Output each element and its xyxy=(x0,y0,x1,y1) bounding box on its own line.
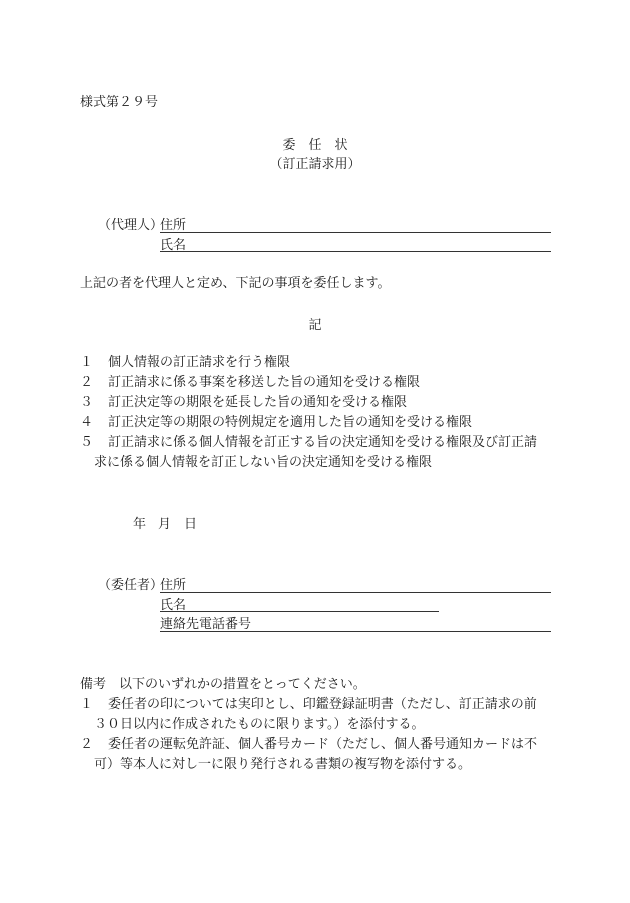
remarks-heading: 備考 以下のいずれかの措置をとってください。 xyxy=(80,677,366,692)
item-text-continued: 可）等本人に対し一に限り発行される書類の複写物を添付する。 xyxy=(94,757,472,773)
agent-name-field[interactable] xyxy=(160,251,551,252)
principal-address-label: 住所 xyxy=(160,578,187,593)
item-text-continued: ３０日以内に作成されたものに限ります。）を添付する。 xyxy=(94,717,425,733)
list-item xyxy=(80,353,552,373)
principal-phone-field[interactable] xyxy=(160,631,551,632)
ki-heading: 記 xyxy=(308,318,322,333)
agent-address-field[interactable] xyxy=(160,232,551,233)
list-item xyxy=(80,393,552,413)
principal-phone-label: 連絡先電話番号 xyxy=(160,617,252,632)
item-number: ５ xyxy=(80,435,94,451)
list-item-continuation xyxy=(80,453,552,473)
item-text: 委任者の運転免許証、個人番号カード（ただし、個人番号通知カードは不 xyxy=(108,737,538,753)
list-item xyxy=(80,373,552,393)
date-day: 日 xyxy=(184,517,198,532)
delegation-list xyxy=(80,353,552,473)
item-number: ３ xyxy=(80,395,94,411)
item-text: 委任者の印については実印とし、印鑑登録証明書（ただし、訂正請求の前 xyxy=(108,697,537,713)
list-item xyxy=(80,695,552,715)
item-text: 訂正請求に係る個人情報を訂正する旨の決定通知を受ける権限及び訂正請 xyxy=(108,435,538,451)
item-number: １ xyxy=(80,355,94,371)
agent-label: （代理人） xyxy=(98,218,164,233)
document-title: 委 任 状 xyxy=(282,138,348,153)
item-number: ２ xyxy=(80,375,94,391)
remarks-list xyxy=(80,695,552,775)
agent-address-label: 住所 xyxy=(160,218,187,233)
principal-name-label: 氏名 xyxy=(160,598,187,613)
list-item xyxy=(80,433,552,453)
list-item-continuation xyxy=(80,755,552,775)
date-month: 月 xyxy=(158,517,172,532)
date-year: 年 xyxy=(133,517,147,532)
item-text: 個人情報の訂正請求を行う権限 xyxy=(108,355,291,371)
intro-text: 上記の者を代理人と定め、下記の事項を委任します。 xyxy=(80,276,391,291)
list-item-continuation xyxy=(80,715,552,735)
principal-label: （委任者） xyxy=(98,578,164,593)
form-number: 様式第２９号 xyxy=(80,95,159,110)
item-text: 訂正決定等の期限を延長した旨の通知を受ける権限 xyxy=(108,395,408,411)
principal-address-field[interactable] xyxy=(160,592,551,593)
item-text-continued: 求に係る個人情報を訂正しない旨の決定通知を受ける権限 xyxy=(94,455,433,471)
item-number: ２ xyxy=(80,737,94,753)
item-number: ４ xyxy=(80,415,94,431)
item-text: 訂正請求に係る事案を移送した旨の通知を受ける権限 xyxy=(108,375,421,391)
principal-name-field[interactable] xyxy=(160,611,439,612)
list-item xyxy=(80,735,552,755)
item-number: １ xyxy=(80,697,94,713)
list-item xyxy=(80,413,552,433)
agent-name-label: 氏名 xyxy=(160,238,187,253)
document-subtitle: （訂正請求用） xyxy=(269,157,361,172)
item-text: 訂正決定等の期限の特例規定を適用した旨の通知を受ける権限 xyxy=(108,415,473,431)
